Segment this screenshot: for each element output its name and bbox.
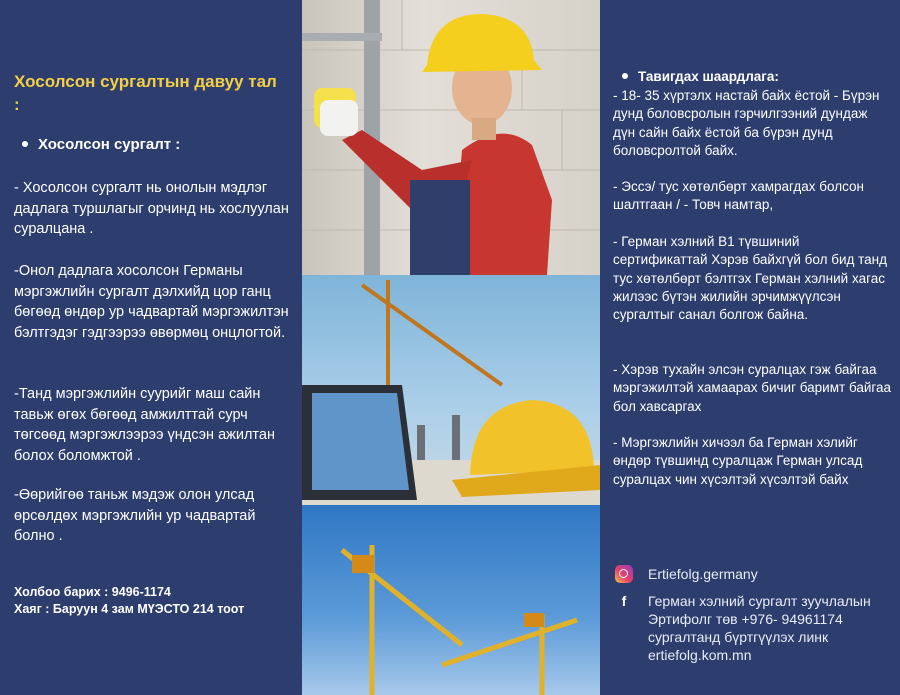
cranes-photo	[302, 505, 600, 695]
helmet-crane-photo	[302, 275, 600, 505]
paragraph-1: - Хосолсон сургалт нь онолын мэдлэг дадлага туршлагыг орчинд нь хослуулан суралцана .	[14, 180, 289, 237]
facebook-line-2: Эртифолг төв +976- 94961174	[648, 611, 843, 627]
paragraph-4: -Өөрийгөө таньж мэдэж олон улсад өрсөлдөх мэргэжлийн ур чадвартай болно .	[14, 487, 256, 544]
facebook-line-1: Герман хэлний сургалт зуучлалын	[648, 593, 871, 609]
requirements-title	[622, 69, 779, 84]
requirement-1: - 18- 35 хүртэлх настай байх ёстой - Бүрэн дунд боловсролын гэрчилгээний дундаж дүн сайн байх ёстой ба бүрэн дунд боловсролтой байх.	[613, 88, 880, 158]
contact-phone: Холбоо барих : 9496-1174	[14, 585, 171, 599]
left-column	[0, 0, 302, 695]
combined-training-bullet	[22, 136, 180, 153]
instagram-handle[interactable]: Ertiefolg.germany	[648, 566, 758, 582]
bullet-dot	[22, 141, 28, 147]
facebook-icon[interactable]: f	[615, 592, 633, 610]
paragraph-3: -Танд мэргэжлийн суурийг маш сайн тавьж өгөх бөгөөд амжилттай сурч төгсөөд мэргэжлээрээ үндсэн ажилтан болох боломжтой .	[14, 386, 275, 464]
paragraph-2: -Онол дадлага хосолсон Германы мэргэжлийн сургалт дэлхийд цор ганц бөгөөд өндөр ур чадвартай мэргэжилтэн бэлтгэдэг гэдгээрээ өвөрмөц онцлогтой.	[14, 263, 289, 341]
instagram-icon[interactable]	[615, 565, 633, 583]
website-link[interactable]: ertiefolg.kom.mn	[648, 647, 752, 663]
contact-address: Хаяг : Баруун 4 зам МҮЭСТО 214 тоот	[14, 602, 245, 616]
requirement-5: - Мэргэжлийн хичээл ба Герман хэлийг өндөр түвшинд суралцаж Герман улсад суралцах чин хүсэлтэй хүсэлтэй байх	[613, 435, 863, 487]
worker-photo	[302, 0, 600, 275]
section-heading: Хосолсон сургалтын давуу тал :	[14, 72, 277, 114]
bullet-dot	[622, 73, 628, 79]
requirement-3: - Герман хэлний В1 түвшиний сертификаттай Хэрэв байхгүй бол бид танд тус хөтөлбөрт бэлтгэх Герман хэлний хагас жилээс бүтэн жилийн эрчимжүүлсэн сургалтыг санал болгож байна.	[613, 234, 888, 323]
facebook-line-3: сургалтанд бүртгүүлэх линк	[648, 629, 829, 645]
requirement-2: - Эссэ/ тус хөтөлбөрт хамрагдах болсон шалтгаан / - Товч намтар,	[613, 179, 864, 213]
photo-column	[302, 0, 600, 695]
requirements-title-text: Тавигдах шаардлага:	[638, 69, 779, 84]
requirement-4: - Хэрэв тухайн элсэн суралцах гэж байгаа мэргэжилтэй хамаарах бичиг баримт байгаа бол хавсаргах	[613, 362, 892, 414]
bullet-label: Хосолсон сургалт :	[38, 136, 181, 153]
